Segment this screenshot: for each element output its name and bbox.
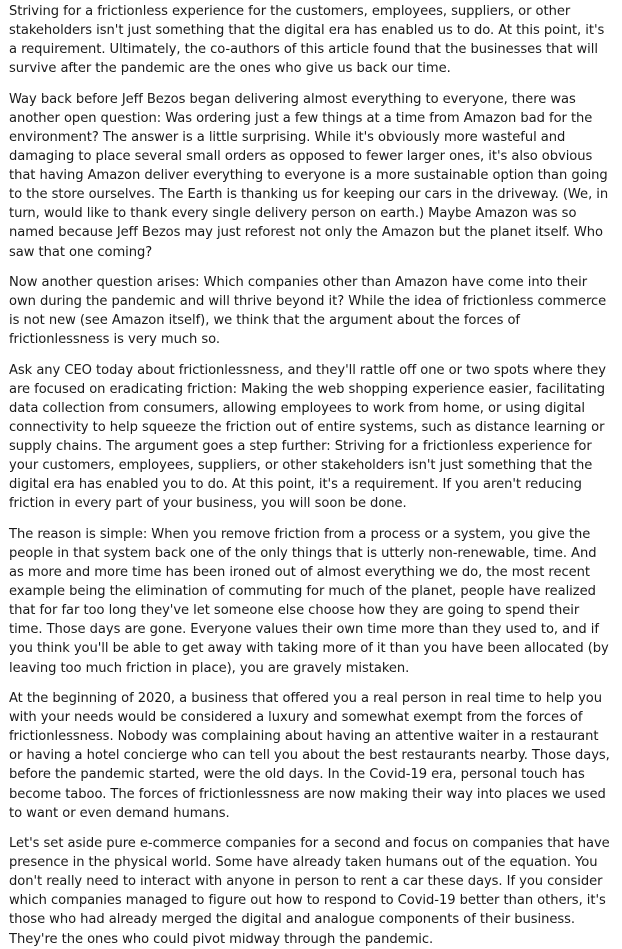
- paragraph-1: Striving for a frictionless experience for the customers, employees, suppliers, or other stakeholders isn't just something that the digital era has enabled us to do. At this point, it's a requirement. Ultimately, the co-authors of this article found that the businesses that will survive after the pandemic are the ones who give us back our time.: [9, 4, 605, 77]
- paragraph-7: Let's set aside pure e-commerce companies for a second and focus on companies that have presence in the physical world. Some have already taken humans out of the equation. You don't really need to interact with anyone in person to rent a car these days. If you consider which companies managed to figure out how to respond to Covid-19 better than others, it's those who had already merged the digital and analogue components of their business. They're the ones who could pivot midway through the pandemic.: [9, 836, 610, 947]
- paragraph-4: Ask any CEO today about frictionlessness, and they'll rattle off one or two spots where they are focused on eradicating friction: Making the web shopping experience easier, facilitating data collection from consumers, allowing employees to work from home, or using digital connectivity to help squeeze the friction out of entire systems, such as distance learning or supply chains. The argument goes a step further: Striving for a frictionless experience for your customers, employees, suppliers, or other stakeholders isn't just something that the digital era has enabled you to do. At this point, it's a requirement. If you aren't reducing friction in every part of your business, you will soon be done.: [9, 362, 606, 512]
- paragraph-5: The reason is simple: When you remove friction from a process or a system, you give the people in that system back one of the only things that is utterly non-renewable, time. And as more and more time has been ironed out of almost everything we do, the most recent example being the elimination of commuting for much of the planet, people have realized that for far too long they've let someone else choose how they are going to spend their time. Those days are gone. Everyone values their own time more than they used to, and if you think you'll be able to get away with taking more of it than you have been allocated (by leaving too much friction in place), you are gravely mistaken.: [9, 526, 609, 676]
- paragraph-6: At the beginning of 2020, a business that offered you a real person in real time to help you with your needs would be considered a luxury and somewhat exempt from the forces of frictionlessness. Nobody was complaining about having an attentive waiter in a restaurant or having a hotel concierge who can tell you about the best restaurants nearby. Those days, before the pandemic started, were the old days. In the Covid-19 era, personal touch has become taboo. The forces of frictionlessness are now making their way into places we used to want or even demand humans.: [9, 691, 610, 821]
- paragraph-2: Way back before Jeff Bezos began delivering almost everything to everyone, there was another open question: Was ordering just a few things at a time from Amazon bad for the environment? The answer is a little surprising. While it's obviously more wasteful and damaging to place several small orders as opposed to fewer larger ones, it's also obvious that having Amazon deliver everything to everyone is a more sustainable option than going to the store ourselves. The Earth is thanking us for keeping our cars in the driveway. (We, in turn, would like to thank every single delivery person on earth.) Maybe Amazon was so named because Jeff Bezos may just reforest not only the Amazon but the planet itself. Who saw that one coming?: [9, 91, 609, 260]
- paragraph-3: Now another question arises: Which companies other than Amazon have come into their own during the pandemic and will thrive beyond it? While the idea of frictionless commerce is not new (see Amazon itself), we think that the argument about the forces of frictionlessness is very much so.: [9, 275, 607, 348]
